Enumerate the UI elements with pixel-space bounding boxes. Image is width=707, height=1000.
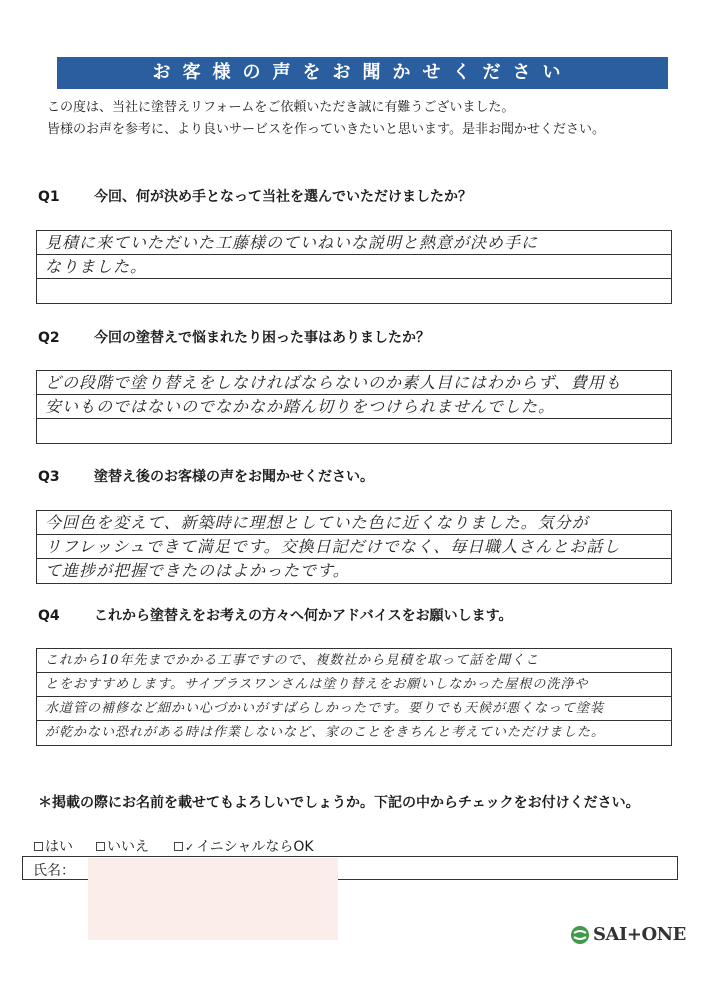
answer-line: なりました。	[37, 255, 671, 279]
company-logo	[570, 924, 686, 945]
option-label: はい	[45, 839, 73, 855]
answer-line: が乾かない恐れがある時は作業しないなど、家のことをきちんと考えていただけました。	[45, 725, 606, 740]
answer-line: て進捗が把握できたのはよかったです。	[45, 561, 350, 580]
redacted-name-area	[88, 858, 338, 940]
option-label: いいえ	[107, 839, 149, 855]
answer-box-2	[36, 370, 672, 444]
question-1-title	[38, 186, 472, 206]
checkbox-icon[interactable]	[96, 842, 105, 851]
question-number: Q3	[38, 469, 60, 485]
question-number: Q2	[38, 330, 60, 346]
answer-box-3	[36, 510, 672, 584]
answer-line: 今回色を変えて、新築時に理想としていた色に近くなりました。気分が	[37, 511, 671, 535]
logo-text: SAI+ONE	[593, 924, 686, 945]
question-number: Q4	[38, 608, 60, 624]
intro-line-1: この度は、当社に塗替えリフォームをご依頼いただき誠に有難うございました。	[47, 100, 515, 115]
answer-line	[37, 279, 671, 303]
answer-line: これから10年先までかかる工事ですので、複数社から見積を取って話を聞くこ	[37, 649, 671, 673]
answer-line: どの段階で塗り替えをしなければならないのか素人目にはわからず、費用も	[37, 371, 671, 395]
question-text: これから塗替えをお考えの方々へ何かアドバイスをお願いします。	[94, 608, 513, 624]
question-text: 塗替え後のお客様の声をお聞かせください。	[94, 469, 374, 485]
option-label: イニシャルならOK	[196, 839, 314, 855]
answer-box-4	[36, 648, 672, 746]
checkmark-icon: ✓	[185, 841, 195, 854]
intro-line-2: 皆様のお声を参考に、より良いサービスを作っていきたいと思います。是非お聞かせください。	[47, 122, 605, 137]
answer-line: 見積に来ていただいた工藤様のていねいな説明と熱意が決め手に	[37, 231, 671, 255]
checkbox-icon[interactable]	[34, 842, 43, 851]
option-no[interactable]	[96, 836, 149, 856]
page-title: お客様の声をお聞かせください	[57, 57, 668, 89]
answer-line: 安いものではないのでなかなか踏ん切りをつけられませんでした。	[37, 395, 671, 419]
option-initials-ok[interactable]	[174, 836, 314, 856]
answer-box-1	[36, 230, 672, 304]
question-4-title	[38, 605, 512, 625]
question-text: 今回、何が決め手となって当社を選んでいただけましたか？	[94, 189, 472, 205]
answer-line	[37, 419, 671, 443]
answer-line: 水道管の補修など細かい心づかいがすばらしかったです。要りでも天候が悪くなって塗装	[37, 697, 671, 721]
publication-notice: ＊掲載の際にお名前を載せてもよろしいでしょうか。下記の中からチェックをお付けください。	[38, 795, 640, 811]
checked-checkbox-icon[interactable]	[174, 842, 183, 851]
question-2-title	[38, 327, 430, 347]
option-yes[interactable]	[34, 836, 73, 856]
question-number: Q1	[38, 189, 60, 205]
answer-line: リフレッシュできて満足です。交換日記だけでなく、毎日職人さんとお話し	[37, 535, 671, 559]
question-text: 今回の塗替えで悩まれたり困った事はありましたか？	[94, 330, 430, 346]
logo-swirl-icon	[570, 925, 590, 945]
answer-line: とをおすすめします。サイプラスワンさんは塗り替えをお願いしなかった屋根の洗浄や	[37, 673, 671, 697]
question-3-title	[38, 466, 374, 486]
name-label: 氏名：	[33, 863, 75, 879]
